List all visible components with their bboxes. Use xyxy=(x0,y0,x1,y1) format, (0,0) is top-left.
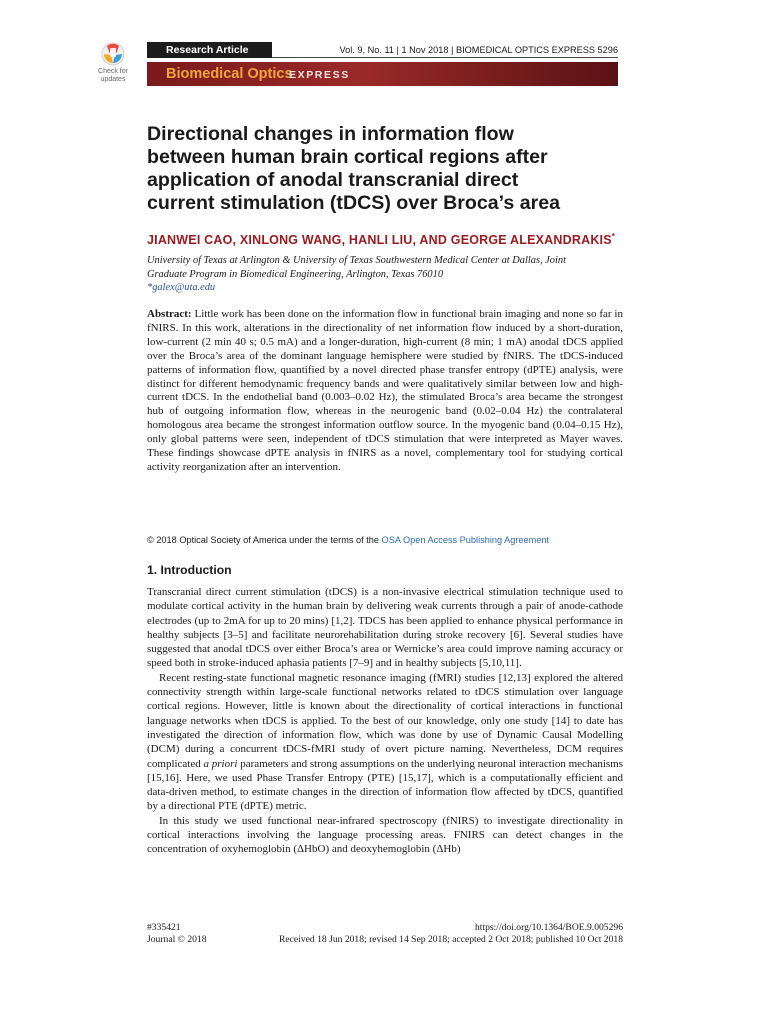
affiliation xyxy=(147,254,627,295)
check-updates-line-2: updates xyxy=(100,76,126,83)
abstract xyxy=(147,308,623,475)
affiliation-line: University of Texas at Arlington & University of Texas Southwestern Medical Center at Dallas, Joint xyxy=(147,255,566,266)
check-updates-icon xyxy=(90,40,136,68)
abstract-text: Little work has been done on the information flow in functional brain imaging and none so far in fNIRS. In this work, alterations in the directionality of net information flow induced by a short-duration, low-current (2 min 40 s; 0.5 mA) and a longer-duration, high-current (8 min; 1 mA) anodal tDCS applied over the Broca’s area of the dominant language hemisphere were studied by fNIRS. The tDCS-induced patterns of information flow, quantified by a novel directed phase transfer entropy (dPTE) analysis, were distinct for different hemodynamic frequency bands and were qualitatively similar between low and high-current tDCS. In the endothelial band (0.003–0.02 Hz), the stimulated Broca’s area became the strongest hub of outgoing information flow, whereas in the neurogenic band (0.02–0.04 Hz) the contralateral homologous area became the strongest information outflow source. In the myogenic band (0.04–0.15 Hz), only global patterns were seen, independent of tDCS stimulation that were interpreted as Mayer waves. These findings showcase dPTE analysis in fNIRS as a novel, complementary tool for studying cortical activity reorganization after an intervention. xyxy=(147,308,623,473)
copyright-line xyxy=(147,535,549,545)
abstract-label: Abstract: xyxy=(147,308,192,320)
authors-text: JIANWEI CAO, XINLONG WANG, HANLI LIU, AND GEORGE ALEXANDRAKIS xyxy=(147,233,612,248)
author-list xyxy=(147,232,615,247)
check-updates-label[interactable] xyxy=(88,68,138,84)
article-type-label: Research Article xyxy=(166,44,249,56)
introduction-body xyxy=(147,585,623,857)
paper-title xyxy=(147,123,617,215)
paragraph: In this study we used functional near-infrared spectroscopy (fNIRS) to investigate directionality in cortical interactions involving the language processing areas. FNIRS can detect changes in the concentration of oxyhemoglobin (ΔHbO) and deoxyhemoglobin (ΔHb) xyxy=(147,814,623,856)
corresponding-author-mark: * xyxy=(611,232,616,241)
paragraph xyxy=(147,671,623,814)
paragraph-text: parameters and strong assumptions on the underlying neuronal interaction mechanisms [15,16]. Here, we used Phase Transfer Entropy (PTE) [15,17], which is a computationally efficient and data-driven method, to estimate changes in the direction of information flow affected by tDCS, quantified by a directional PTE (dPTE) metric. xyxy=(147,757,623,813)
open-access-agreement-link[interactable]: OSA Open Access Publishing Agreement xyxy=(381,535,550,545)
title-line: current stimulation (tDCS) over Broca’s area xyxy=(147,192,561,214)
copyright-text: © 2018 Optical Society of America under the terms of the xyxy=(147,535,382,545)
paragraph: Transcranial direct current stimulation (tDCS) is a non-invasive electrical stimulation technique used to modulate cortical activity in the human brain by delivering weak currents through a pair of anode-cathode electrodes (up to 2mA for up to 20 mins) [1,2]. TDCS has been applied to enhance physical performance in healthy subjects [3–5] and facilitate neurorehabilitation during stroke recovery [6]. Several studies have suggested that anodal tDCS over either Broca’s area or Wernicke’s area could improve naming accuracy or speed both in stroke-induced aphasia patients [7–9] and in healthy subjects [5,10,11]. xyxy=(147,586,623,670)
title-line: application of anodal transcranial direct xyxy=(147,169,519,191)
affiliation-line: Graduate Program in Biomedical Engineering, Arlington, Texas 76010 xyxy=(147,268,444,280)
section-heading-introduction: 1. Introduction xyxy=(147,563,232,577)
paragraph-text: Recent resting-state functional magnetic resonance imaging (fMRI) studies [12,13] explored the altered connectivity strength within large-scale functional networks related to tDCS stimulation over language cortical regions. However, little is known about the directionality of cortical interactions in functional language networks when tDCS is applied. To the best of our knowledge, only one study [14] to date has investigated the direction of information flow, which was done by use of Dynamic Causal Modelling (DCM) during a concurrent tDCS-fMRI study of overt picture naming. Nevertheless, DCM requires complicated xyxy=(147,671,623,770)
title-line: between human brain cortical regions after xyxy=(147,146,548,168)
journal-subtitle: EXPRESS xyxy=(289,69,350,81)
author-email-link[interactable]: *galex@uta.edu xyxy=(147,282,216,293)
manuscript-id: #335421 xyxy=(147,922,181,933)
check-updates-line-1: Check for xyxy=(98,68,128,75)
journal-info: Vol. 9, No. 11 | 1 Nov 2018 | BIOMEDICAL OPTICS EXPRESS 5296 xyxy=(339,45,618,55)
doi-link[interactable]: https://doi.org/10.1364/BOE.9.005296 xyxy=(474,922,623,933)
publication-dates: Received 18 Jun 2018; revised 14 Sep 2018; accepted 2 Oct 2018; published 10 Oct 2018 xyxy=(279,934,623,945)
header-rule xyxy=(272,57,618,58)
journal-copyright: Journal © 2018 xyxy=(147,934,207,945)
journal-name: Biomedical Optics xyxy=(166,66,293,82)
italic-text: a priori xyxy=(203,757,238,770)
page-footer xyxy=(147,922,623,946)
title-line: Directional changes in information flow xyxy=(147,123,514,145)
